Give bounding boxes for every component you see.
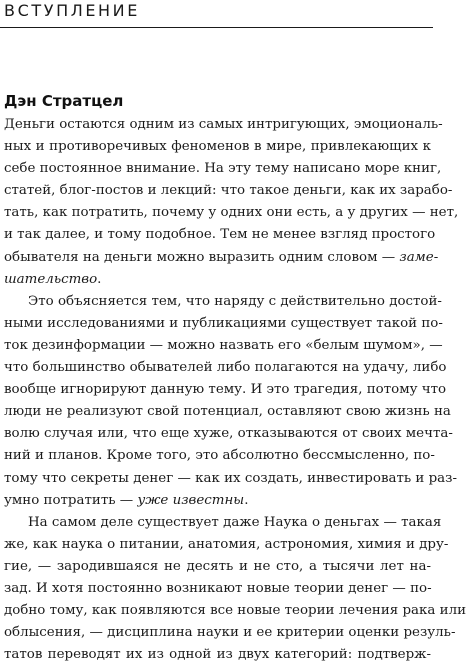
text-line: же, как наука о питании, анатомия, астрономия, химия и дру- [4,536,449,552]
text-line: вообще игнорируют данную тему. И это трагедия, потому что [4,382,447,398]
text-line [4,490,431,512]
running-head-title: ВСТУПЛЕНИЕ [4,1,140,20]
paragraph-1 [4,114,459,291]
text-line: зад. И хотя постоянно возникают новые теории денег — по- [4,580,432,596]
text-line: тать, как потратить, почему у одних они есть, а у других — нет, [4,205,459,221]
text-line: тому что секреты денег — как их создать, инвестировать и раз- [4,470,457,486]
punctuation: . [97,271,102,287]
paragraph-2 [4,291,457,512]
text-line: Деньги остаются одним из самых интригующих, эмоциональ- [4,117,443,132]
emphasis-text: заме- [399,249,439,265]
text-line: что большинство обывателей либо полагаются на удачу, либо [4,360,447,376]
emphasis-text: уже известны [137,492,245,508]
punctuation: . [244,492,249,508]
text-line: ток дезинформации — можно назвать его «белым шумом», — [4,337,443,353]
text-line: ными исследованиями и публикациями существует такой по- [4,315,443,331]
text-line: люди не реализуют свой потенциал, оставляют свою жизнь на [4,404,451,420]
emphasis-text: шательство [4,271,98,287]
text-line: гие, — зародившаяся не десять и не сто, а тысячи лет на- [4,558,431,574]
article-body [4,114,466,666]
header-rule [0,27,433,28]
text-line [4,269,431,291]
text-line: статей, блог-постов и лекций: что такое деньги, как их зарабо- [4,183,453,199]
text-line: добно тому, как появляются все новые теории лечения рака или [4,603,466,619]
text-line-start: обывателя на деньги можно выразить одним словом — [4,249,400,265]
text-line: Это объясняется тем, что наряду с действительно достой- [28,293,442,309]
text-line: себе постоянное внимание. На эту тему написано море книг, [4,161,442,177]
text-line-start: умно потратить — [4,492,138,508]
text-line: ний и планов. Кроме того, это абсолютно бессмысленно, по- [4,448,435,464]
text-line: облысения, — дисциплина науки и ее критерии оценки резуль- [4,625,456,641]
text-line: На самом деле существует даже Наука о деньгах — такая [28,514,442,530]
text-line: татов переводят их из одной из двух категорий: подтверж- [4,647,431,663]
text-line: волю случая или, что еще хуже, отказываются от своих мечта- [4,426,453,442]
author-name: Дэн Стратцел [4,92,124,110]
text-line [4,247,439,269]
text-line: и так далее, и тому подобное. Тем не менее взгляд простого [4,227,436,243]
text-line: ных и противоречивых феноменов в мире, привлекающих к [4,139,431,155]
paragraph-3 [4,512,466,666]
